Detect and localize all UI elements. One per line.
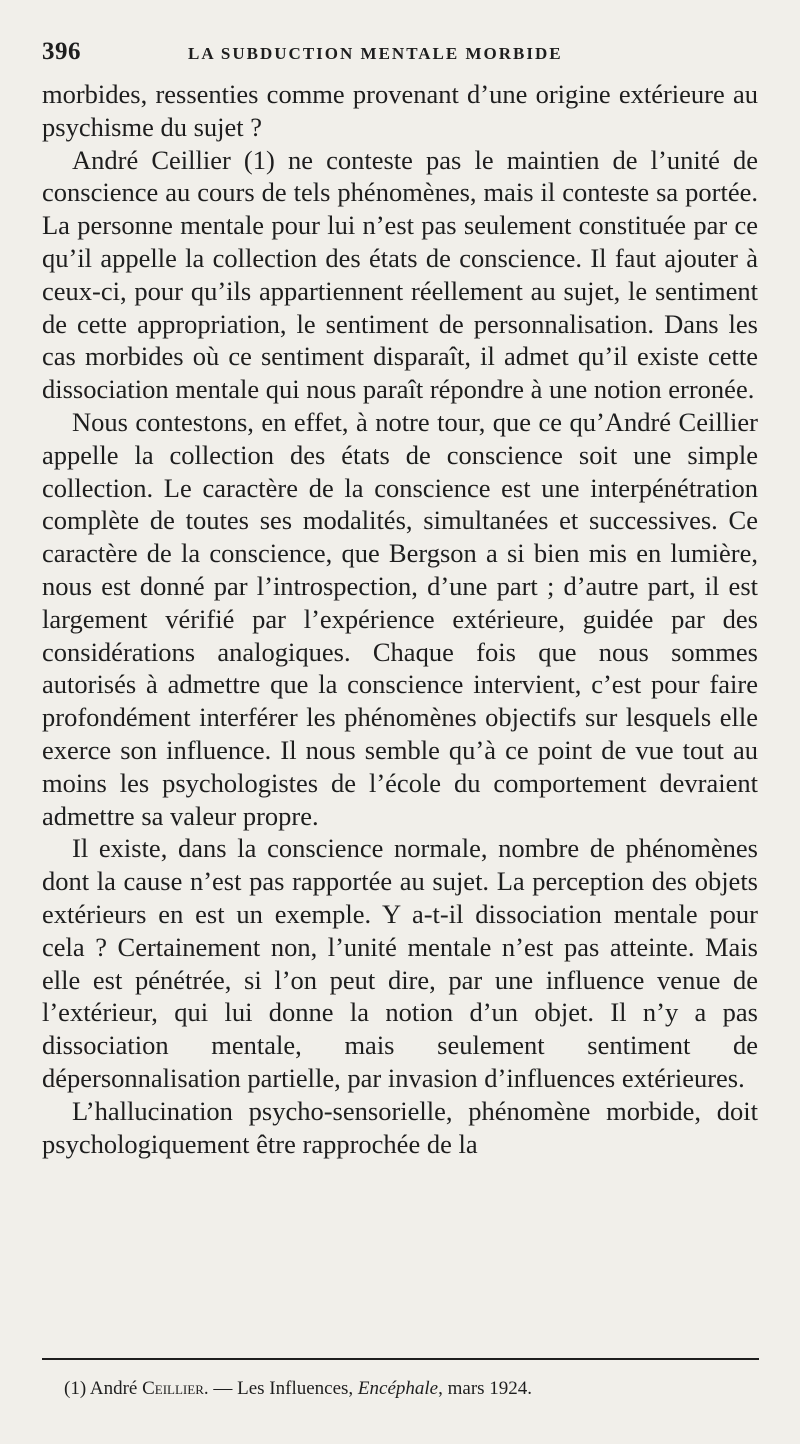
footnote-date: , mars 1924. bbox=[438, 1378, 533, 1399]
body-text bbox=[42, 78, 758, 1160]
running-title: LA SUBDUCTION MENTALE MORBIDE bbox=[188, 44, 563, 63]
footnote-author: Ceillier bbox=[142, 1378, 204, 1399]
footnote-journal: Encéphale bbox=[357, 1378, 439, 1399]
footnote-divider bbox=[42, 1358, 759, 1360]
footnote-marker: (1) André bbox=[64, 1378, 143, 1399]
paragraph-continuation: morbides, ressenties comme provenant d’une origine extérieure au psychisme du sujet ? bbox=[42, 79, 758, 142]
paragraph: Nous contestons, en effet, à notre tour, que ce qu’André Ceillier appelle la collection des états de conscience soit une simple collection. Le caractère de la conscience est une interpénétration complète de toutes ses modalités, simultanées et successives. Ce caractère de la conscience, que Bergson a si bien mis en lumière, nous est donné par l’introspection, d’une part ; d’autre part, il est largement vérifié par l’expérience extérieure, guidée par des considérations analogiques. Chaque fois que nous sommes autorisés à admettre que la conscience intervient, c’est pour faire profondément interférer les phénomènes objectifs sur lesquels elle exerce son influence. Il nous semble qu’à ce point de vue tout au moins les psychologistes de l’école du comportement devraient admettre sa valeur propre. bbox=[42, 406, 758, 831]
paragraph: Il existe, dans la conscience normale, nombre de phénomènes dont la cause n’est pas rapportée au sujet. La perception des objets extérieurs en est un exemple. Y a-t-il dissociation mentale pour cela ? Certainement non, l’unité mentale n’est pas atteinte. Mais elle est pénétrée, si l’on peut dire, par une influence venue de l’extérieur, qui lui donne la notion d’un objet. Il n’y a pas dissociation mentale, mais seulement sentiment de dépersonnalisation partielle, par invasion d’influences extérieures. bbox=[42, 833, 758, 1093]
footnote-title: . — Les Influences, bbox=[203, 1378, 358, 1399]
paragraph: L’hallucination psycho-sensorielle, phénomène morbide, doit psychologiquement être rapprochée de la bbox=[42, 1095, 758, 1159]
running-head bbox=[42, 38, 760, 78]
paragraph: André Ceillier (1) ne conteste pas le maintien de l’unité de conscience au cours de tels phénomènes, mais il conteste sa portée. La personne mentale pour lui n’est pas seulement constituée par ce qu’il appelle la collection des états de conscience. Il faut ajouter à ceux-ci, pour qu’ils appartiennent réellement au sujet, le sentiment de cette appropriation, le sentiment de personnalisation. Dans les cas morbides où ce sentiment disparaît, il admet qu’il existe cette dissociation mentale qui nous paraît répondre à une notion erronée. bbox=[42, 144, 758, 405]
footnote bbox=[64, 1378, 532, 1400]
page-number: 396 bbox=[42, 38, 81, 65]
